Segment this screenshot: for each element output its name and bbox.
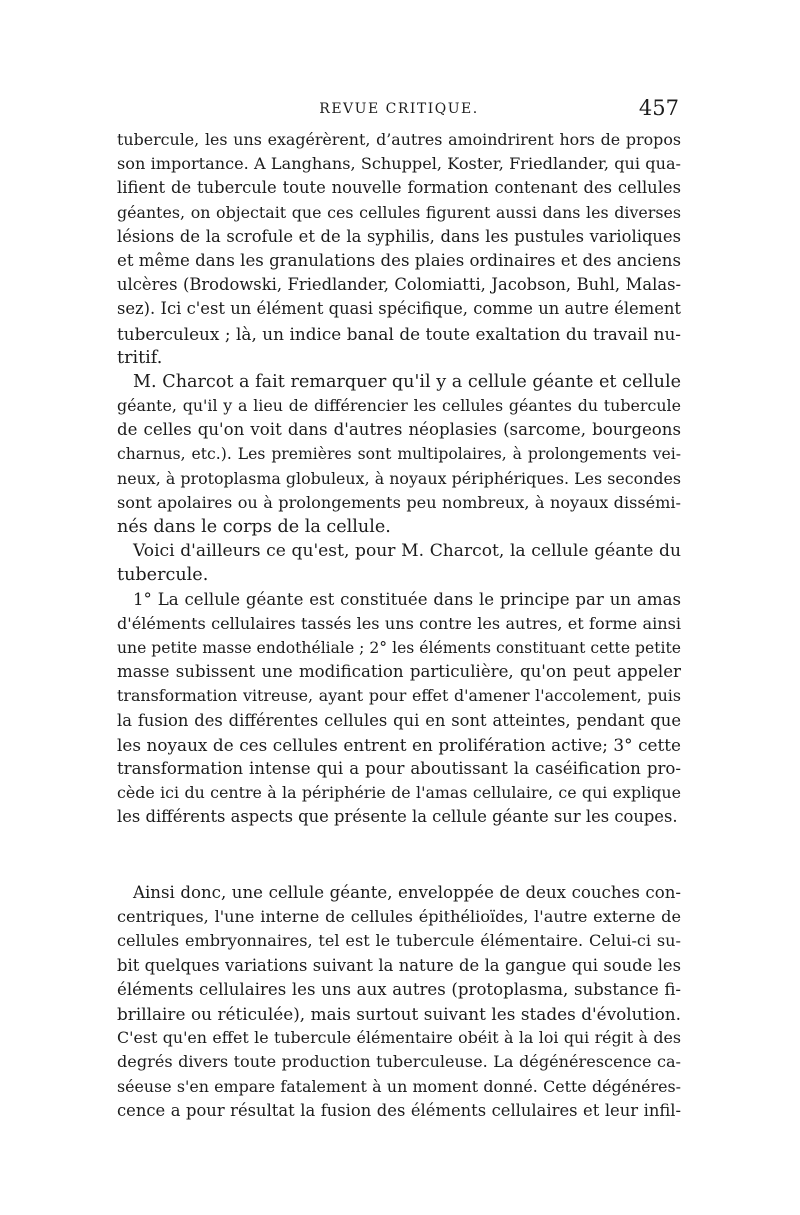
text-line: Voici d'ailleurs ce qu'est, pour M. Charcot, la cellule géante du [133, 541, 681, 562]
text-line: M. Charcot a fait remarquer qu'il y a cellule géante et cellule [133, 371, 681, 392]
text-block-upper [117, 128, 681, 829]
text-line: son importance. A Langhans, Schuppel, Koster, Friedlander, qui qua- [117, 154, 681, 174]
text-line: cence a pour résultat la fusion des éléments cellulaires et leur infil- [117, 1100, 681, 1120]
text-line: cède ici du centre à la périphérie de l'amas cellulaire, ce qui explique [117, 783, 681, 803]
text-line: et même dans les granulations des plaies ordinaires et des anciens [117, 250, 681, 270]
paragraph-charcot-definition-intro [117, 539, 681, 587]
text-line: sont apolaires ou à prolongements peu nombreux, à noyaux dissémi- [117, 492, 681, 512]
paragraph-numbered-points [117, 588, 681, 830]
paragraph-continued [117, 128, 681, 370]
text-line: géante, qu'il y a lieu de différencier les cellules géantes du tubercule [117, 396, 681, 416]
text-line: les différents aspects que présente la cellule géante sur les coupes. [117, 807, 678, 827]
text-line: centriques, l'une interne de cellules épithélioïdes, l'autre externe de [117, 907, 681, 927]
text-line: transformation vitreuse, ayant pour effet d'amener l'accolement, puis [117, 686, 681, 706]
text-line: tubercule. [117, 565, 209, 586]
text-line: charnus, etc.). Les premières sont multipolaires, à prolongements vei- [117, 445, 681, 464]
text-line: lifient de tubercule toute nouvelle formation contenant des cellules [117, 178, 681, 198]
text-line: d'éléments cellulaires tassés les uns contre les autres, et forme ainsi [117, 613, 681, 633]
text-line: brillaire ou réticulée), mais surtout suivant les stades d'évolution. [117, 1003, 681, 1024]
text-line: tritif. [117, 347, 163, 368]
text-line: Ainsi donc, une cellule géante, enveloppée de deux couches con- [133, 883, 681, 902]
text-line: lésions de la scrofule et de la syphilis, dans les pustules varioliques [117, 226, 681, 246]
text-line: neux, à protoplasma globuleux, à noyaux périphériques. Les secondes [117, 468, 681, 488]
text-line: une petite masse endothéliale ; 2° les éléments constituant cette petite [117, 638, 681, 657]
text-line: transformation intense qui a pour aboutissant la caséification pro- [117, 758, 681, 778]
text-line: bit quelques variations suivant la nature de la gangue qui soude les [117, 955, 681, 975]
text-line: géantes, on objectait que ces cellules figurent aussi dans les diverses [117, 202, 681, 222]
paragraph-charcot-remark [117, 370, 681, 539]
text-line: degrés divers toute production tuberculeuse. La dégénérescence ca- [117, 1052, 681, 1072]
text-line: la fusion des différentes cellules qui en sont atteintes, pendant que [117, 710, 681, 730]
running-head [117, 96, 681, 126]
text-line: ulcères (Brodowski, Friedlander, Colomiatti, Jacobson, Buhl, Malas- [117, 275, 681, 295]
text-line: tubercule, les uns exagérèrent, d’autres amoindrirent hors de propos [117, 130, 681, 149]
text-block-lower [117, 881, 681, 1123]
text-line: tuberculeux ; là, un indice banal de toute exaltation du travail nu- [117, 323, 681, 344]
text-line: cellules embryonnaires, tel est le tubercule élémentaire. Celui-ci su- [117, 931, 681, 951]
text-line: séeuse s'en empare fatalement à un moment donné. Cette dégénéres- [117, 1076, 681, 1096]
text-line: nés dans le corps de la cellule. [117, 517, 391, 537]
text-line: les noyaux de ces cellules entrent en prolifération active; 3° cette [117, 734, 681, 755]
text-line: de celles qu'on voit dans d'autres néoplasies (sarcome, bourgeons [117, 420, 681, 440]
text-line: sez). Ici c'est un élément quasi spécifique, comme un autre élement [117, 299, 681, 319]
text-line: 1° La cellule géante est constituée dans le principe par un amas [133, 589, 681, 609]
paragraph-elementary-tubercle [117, 881, 681, 1123]
text-line: masse subissent une modification particulière, qu'on peut appeler [117, 662, 681, 682]
page-number: 457 [638, 96, 679, 120]
running-title: REVUE CRITIQUE. [319, 101, 479, 117]
text-line: C'est qu'en effet le tubercule élémentaire obéit à la loi qui régit à des [117, 1028, 681, 1048]
text-line: éléments cellulaires les uns aux autres (protoplasma, substance fi- [117, 979, 681, 999]
